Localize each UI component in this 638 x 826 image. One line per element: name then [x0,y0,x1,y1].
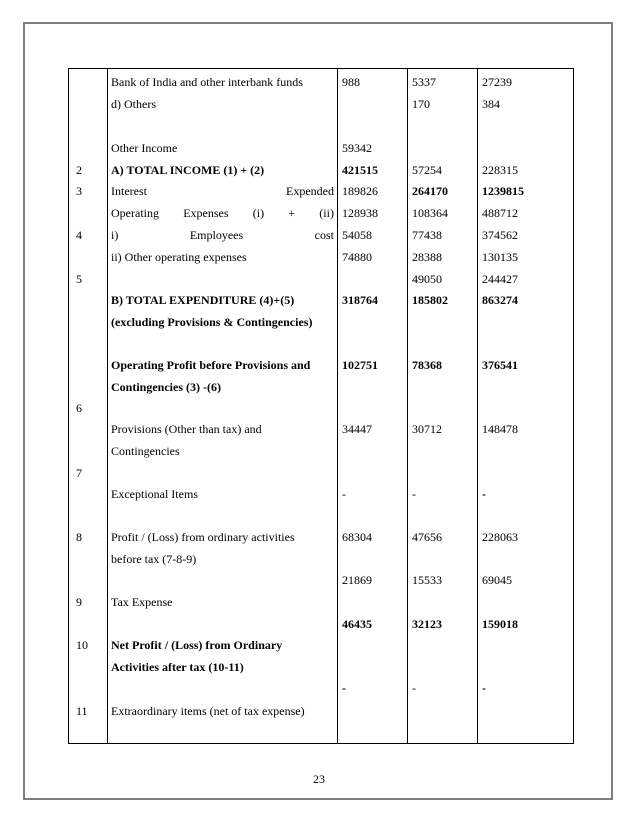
row-number: 8 [76,530,82,544]
row-label: Exceptional Items [111,487,198,501]
row-number: 11 [76,704,88,718]
cell-value: 28388 [412,250,442,264]
cell-value: 421515 [342,163,378,177]
cell-value: 47656 [412,530,442,544]
cell-value: 376541 [482,358,518,372]
label-word: cost [314,228,334,242]
cell-value: 108364 [412,206,448,220]
page-number: 23 [313,772,325,786]
label-word: Interest [111,184,147,198]
cell-value: 148478 [482,422,518,436]
row-label: Operating Profit before Provisions and [111,358,311,372]
column-divider [337,69,338,743]
label-word: Expended [286,184,334,198]
row-label: Provisions (Other than tax) and [111,422,262,436]
label-word: Employees [189,228,244,242]
cell-value: 32123 [412,617,442,631]
cell-value: - [342,681,346,695]
cell-value: 69045 [482,573,512,587]
row-label: before tax (7-8-9) [111,552,197,566]
label-word: Expenses [183,206,229,220]
cell-value: 59342 [342,141,372,155]
row-label: Tax Expense [111,595,173,609]
label-word: + [288,206,296,220]
column-divider [477,69,478,743]
row-label: A) TOTAL INCOME (1) + (2) [111,163,265,177]
row-label: (excluding Provisions & Contingencies) [111,315,313,329]
row-label: Other Income [111,141,178,155]
cell-value: 318764 [342,293,378,307]
column-divider [107,69,108,743]
cell-value: 46435 [342,617,372,631]
row-label [111,228,334,242]
row-number: 2 [76,163,82,177]
cell-value: 128938 [342,206,378,220]
cell-value: - [412,487,416,501]
row-label: Bank of India and other interbank funds [111,75,303,89]
label-word: (i) [252,206,265,220]
cell-value: 15533 [412,573,442,587]
cell-value: 170 [412,97,430,111]
row-number: 3 [76,184,82,198]
cell-value: 130135 [482,250,518,264]
cell-value: 228315 [482,163,518,177]
row-label [111,184,334,198]
cell-value: 102751 [342,358,378,372]
row-number: 7 [76,466,82,480]
cell-value: 189826 [342,184,378,198]
cell-value: - [342,487,346,501]
cell-value: 1239815 [482,184,524,198]
cell-value: 863274 [482,293,518,307]
cell-value: 54058 [342,228,372,242]
cell-value: 244427 [482,272,518,286]
cell-value: 78368 [412,358,442,372]
cell-value: 74880 [342,250,372,264]
row-label: Activities after tax (10-11) [111,660,244,674]
cell-value: 988 [342,75,360,89]
row-label: B) TOTAL EXPENDITURE (4)+(5) [111,293,295,307]
row-label: Contingencies (3) -(6) [111,380,221,394]
label-word: i) [111,228,119,242]
cell-value: 374562 [482,228,518,242]
row-label: ii) Other operating expenses [111,250,247,264]
row-label: d) Others [111,97,156,111]
row-label: Profit / (Loss) from ordinary activities [111,530,295,544]
cell-value: 30712 [412,422,442,436]
cell-value: - [482,487,486,501]
label-word: (ii) [319,206,334,220]
cell-value: 27239 [482,75,512,89]
cell-value: 384 [482,97,500,111]
cell-value: 21869 [342,573,372,587]
cell-value: 57254 [412,163,442,177]
cell-value: 488712 [482,206,518,220]
row-number: 4 [76,228,82,242]
cell-value: - [412,681,416,695]
row-number: 9 [76,595,82,609]
row-number: 10 [76,638,88,652]
cell-value: 5337 [412,75,436,89]
row-label: Contingencies [111,444,180,458]
cell-value: 34447 [342,422,372,436]
cell-value: 264170 [412,184,448,198]
cell-value: 159018 [482,617,518,631]
cell-value: 185802 [412,293,448,307]
row-label: Extraordinary items (net of tax expense) [111,704,305,718]
cell-value: - [482,681,486,695]
cell-value: 68304 [342,530,372,544]
row-label: Net Profit / (Loss) from Ordinary [111,638,283,652]
label-word: Operating [111,206,159,220]
cell-value: 49050 [412,272,442,286]
column-divider [407,69,408,743]
row-label [111,206,334,220]
row-number: 5 [76,272,82,286]
row-number: 6 [76,401,82,415]
cell-value: 77438 [412,228,442,242]
cell-value: 228063 [482,530,518,544]
